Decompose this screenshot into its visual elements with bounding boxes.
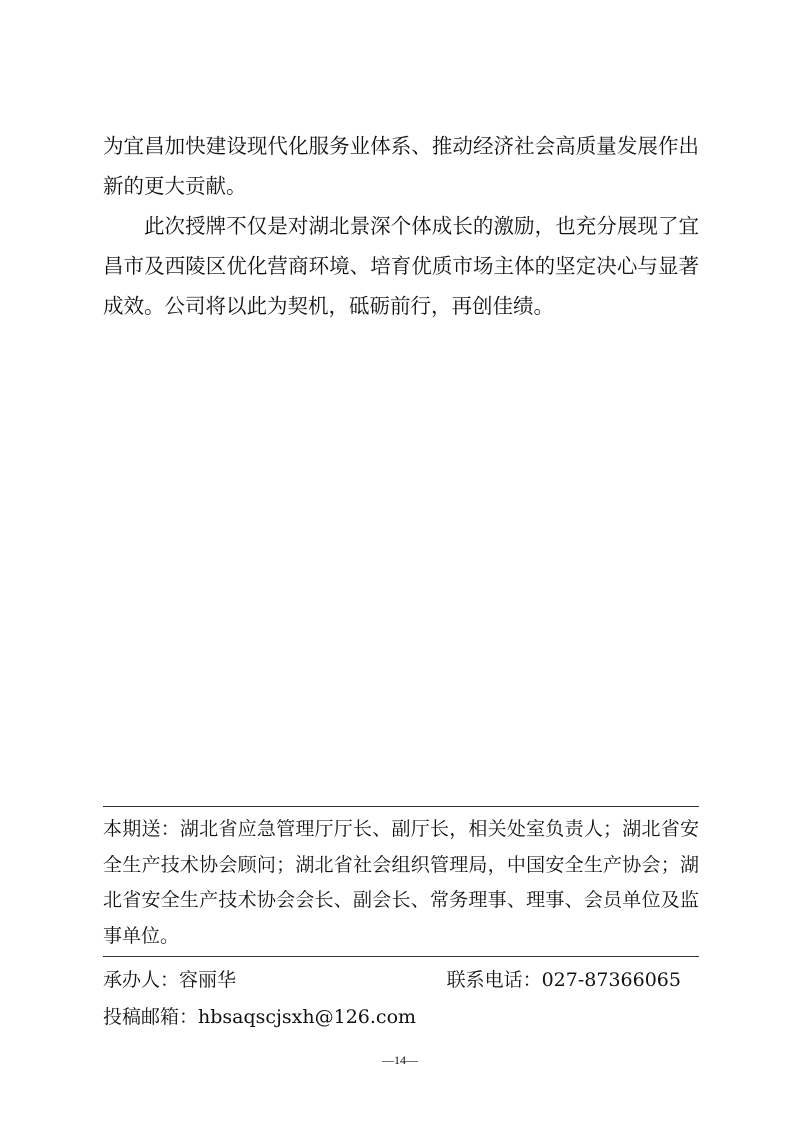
body-paragraph: 此次授牌不仅是对湖北景深个体成长的激励，也充分展现了宜昌市及西陵区优化营商环境、培育优质市场主体的坚定决心与显著成效。公司将以此为契机，砥砺前行，再创佳绩。 — [103, 214, 699, 318]
distribution-list: 本期送：湖北省应急管理厅厅长、副厅长，相关处室负责人；湖北省安全生产技术协会顾问；湖北省社会组织管理局，中国安全生产协会；湖北省安全生产技术协会会长、副会长、常务理事、理事、会员单位及监事单位。 — [103, 818, 699, 947]
footer-divider-top — [103, 806, 699, 807]
contact-row — [103, 962, 699, 998]
page-number: —14— — [382, 1053, 418, 1067]
handler-text: 承办人：容丽华 — [103, 969, 237, 991]
article-body — [103, 126, 699, 326]
body-paragraph-continued: 为宜昌加快建设现代化服务业体系、推动经济社会高质量发展作出新的更大贡献。 — [103, 134, 699, 198]
phone-text: 联系电话：027-87366065 — [446, 969, 681, 991]
submission-email: 投稿邮箱：hbsaqscjsxh@126.com — [103, 1006, 417, 1028]
footer-divider-bottom — [103, 956, 699, 957]
